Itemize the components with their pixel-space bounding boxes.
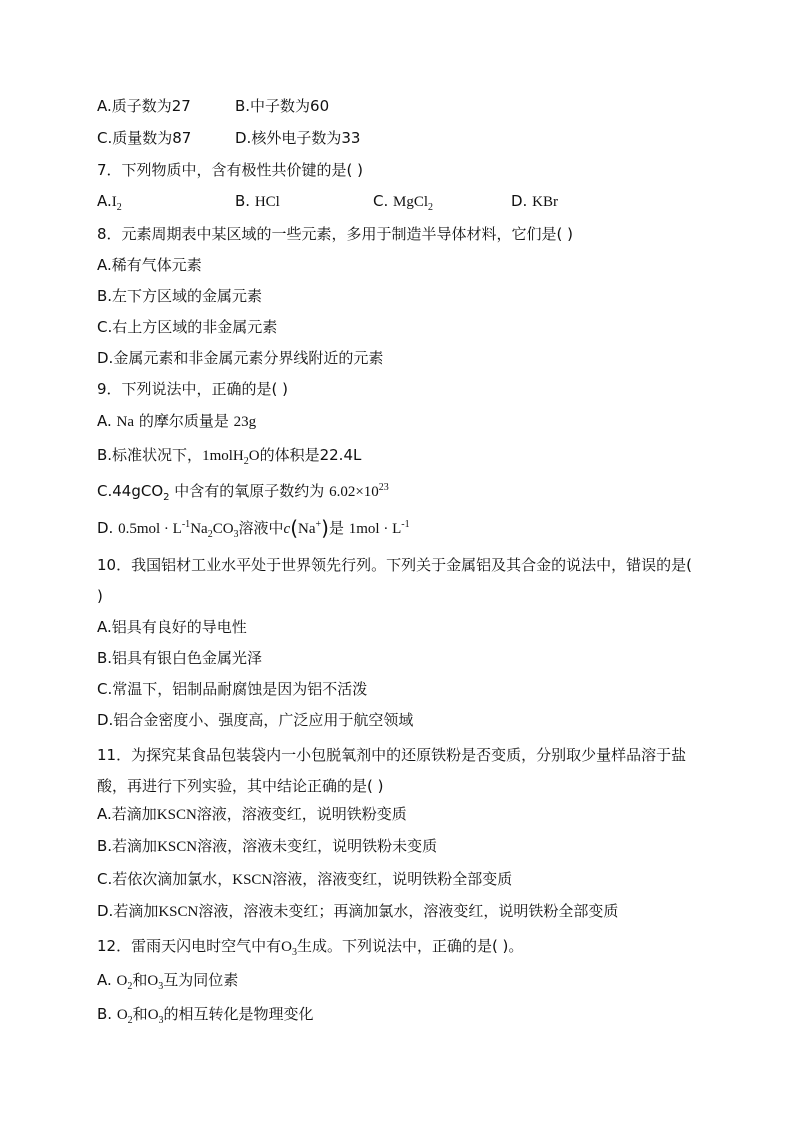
q11-option-a: A.若滴加KSCN溶液，溶液变红，说明铁粉变质 (97, 805, 407, 823)
q8-option-d: D.金属元素和非金属元素分界线附近的元素 (97, 349, 384, 367)
q6-options-row-2 (97, 128, 360, 148)
q8-option-a: A.稀有气体元素 (97, 256, 202, 274)
q11-option-c: C.若依次滴加氯水，KSCN溶液，溶液变红，说明铁粉全部变质 (97, 870, 513, 888)
q9-option-d: D. $0.5mol \cdot L^{-1}Na_2CO_3$溶液中c(Na+)是 $1mol \cdot L^{-1}$ (97, 516, 410, 540)
q9-stem: 9．下列说法中，正确的是( ) (97, 380, 289, 398)
q10-option-c: C.常温下，铝制品耐腐蚀是因为铝不活泼 (97, 680, 368, 698)
q6-option-b: B.中子数为60 (235, 97, 330, 115)
q7-stem: 7．下列物质中，含有极性共价键的是( ) (97, 161, 364, 179)
q6-options-row-1 (97, 96, 329, 116)
q11-option-d: D.若滴加KSCN溶液，溶液未变红；再滴加氯水，溶液变红，说明铁粉全部变质 (97, 902, 619, 920)
q9-option-c: C.44gCO$_2$ 中含有的氧原子数约为 $6.02\times 10^{23}$ (97, 482, 389, 503)
q8-option-c: C.右上方区域的非金属元素 (97, 318, 278, 336)
q7-option-c: C. MgCl$_2$ (373, 192, 434, 213)
q11-stem: 11．为探究某食品包装袋内一小包脱氧剂中的还原铁粉是否变质，分别取少量样品溶于盐酸，再进行下列实验，其中结论正确的是( ) (97, 746, 687, 795)
q10-option-a: A.铝具有良好的导电性 (97, 618, 247, 636)
q8-option-b: B.左下方区域的金属元素 (97, 287, 263, 305)
q6-option-d: D.核外电子数为33 (235, 129, 361, 147)
q12-option-b: B. $O_2$和$O_3$的相互转化是物理变化 (97, 1005, 314, 1026)
q12-option-a: A. $O_2$和$O_3$互为同位素 (97, 971, 239, 992)
q10-stem: 10．我国铝材工业水平处于世界领先行列。下列关于金属铝及其合金的说法中，错误的是( ) (97, 556, 692, 605)
q12-stem: 12．雷雨天闪电时空气中有$O_3$生成。下列说法中，正确的是( )。 (97, 937, 524, 958)
q11-option-b: B.若滴加KSCN溶液，溶液未变红，说明铁粉未变质 (97, 837, 438, 855)
q7-option-a: $A.I_2$ (97, 192, 122, 213)
q6-option-c: C.质量数为87 (97, 129, 192, 147)
q10-option-b: B.铝具有银白色金属光泽 (97, 649, 263, 667)
q6-option-a: A.质子数为27 (97, 97, 191, 115)
q7-option-b: B. HCl (235, 192, 280, 210)
q10-option-d: D.铝合金密度小、强度高，广泛应用于航空领域 (97, 711, 414, 729)
q9-option-b: B.标准状况下，1molH$_2$O的体积是22.4L (97, 446, 362, 467)
q7-option-d: D. KBr (511, 192, 558, 210)
q8-stem: 8．元素周期表中某区域的一些元素，多用于制造半导体材料，它们是( ) (97, 225, 574, 243)
q9-option-a: A. Na 的摩尔质量是 23g (97, 412, 257, 430)
q7-options (97, 191, 558, 212)
